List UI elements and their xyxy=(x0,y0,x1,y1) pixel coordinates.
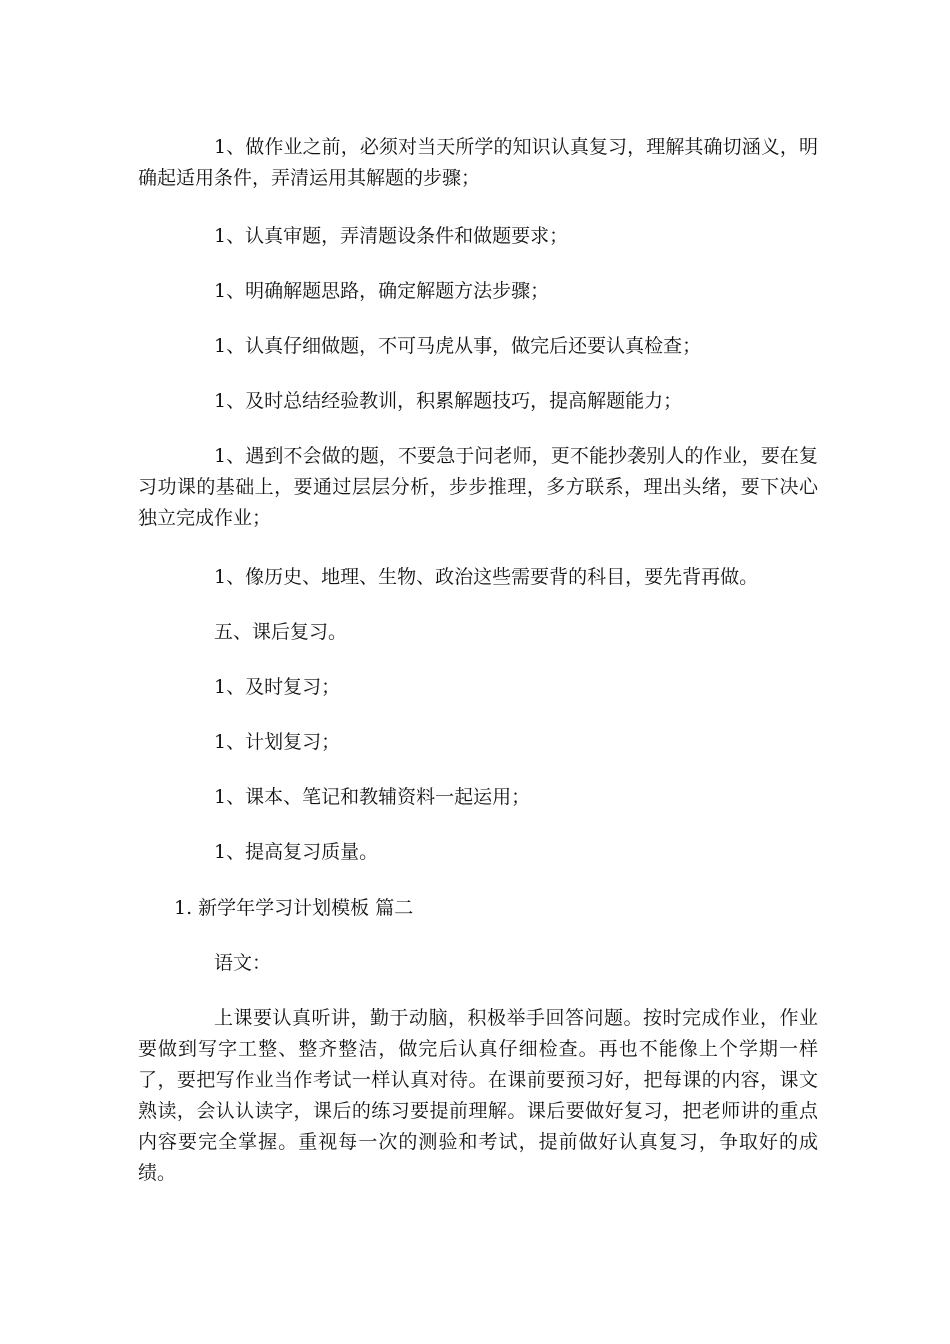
paragraph-careful-work: 1、认真仔细做题，不可马虎从事，做完后还要认真检查； xyxy=(214,335,702,357)
paragraph-materials: 1、课本、笔记和教辅资料一起运用； xyxy=(214,786,531,808)
paragraph-solution-approach: 1、明确解题思路，确定解题方法步骤； xyxy=(214,280,550,302)
paragraph-read-question: 1、认真审题，弄清题设条件和做题要求； xyxy=(214,225,569,247)
paragraph-summarize-lessons: 1、及时总结经验教训，积累解题技巧，提高解题能力； xyxy=(214,390,683,412)
paragraph-planned-review: 1、计划复习； xyxy=(214,731,341,753)
paragraph-timely-review: 1、及时复习； xyxy=(214,676,341,698)
paragraph-homework-review: 1、做作业之前，必须对当天所学的知识认真复习，理解其确切涵义，明确起适用条件，弄清运用其解题的步骤； xyxy=(138,136,818,189)
paragraph-chinese-plan: 上课要认真听讲，勤于动脑，积极举手回答问题。按时完成作业，作业要做到写字工整、整齐整洁，做完后认真仔细检查。再也不能像上个学期一样了，要把写作业当作考试一样认真对待。在课前要预习好，把每课的内容，课文熟读，会认认读字，课后的练习要提前理解。课后要做好复习，把老师讲的重点内容要完全掌握。重视每一次的测验和考试，提前做好认真复习，争取好的成绩。 xyxy=(138,1007,818,1184)
paragraph-independent-work: 1、遇到不会做的题，不要急于问老师，更不能抄袭别人的作业，要在复习功课的基础上，要通过层层分析，步步推理，多方联系，理出头绪，要下决心独立完成作业； xyxy=(138,445,818,529)
paragraph-review-quality: 1、提高复习质量。 xyxy=(214,841,379,863)
section-after-class-review: 五、课后复习。 xyxy=(214,621,348,643)
subject-label: 语文： xyxy=(214,952,272,974)
section-heading: 1. 新学年学习计划模板 篇二 xyxy=(174,897,414,919)
paragraph-memorize-subjects: 1、像历史、地理、生物、政治这些需要背的科目，要先背再做。 xyxy=(214,566,759,588)
